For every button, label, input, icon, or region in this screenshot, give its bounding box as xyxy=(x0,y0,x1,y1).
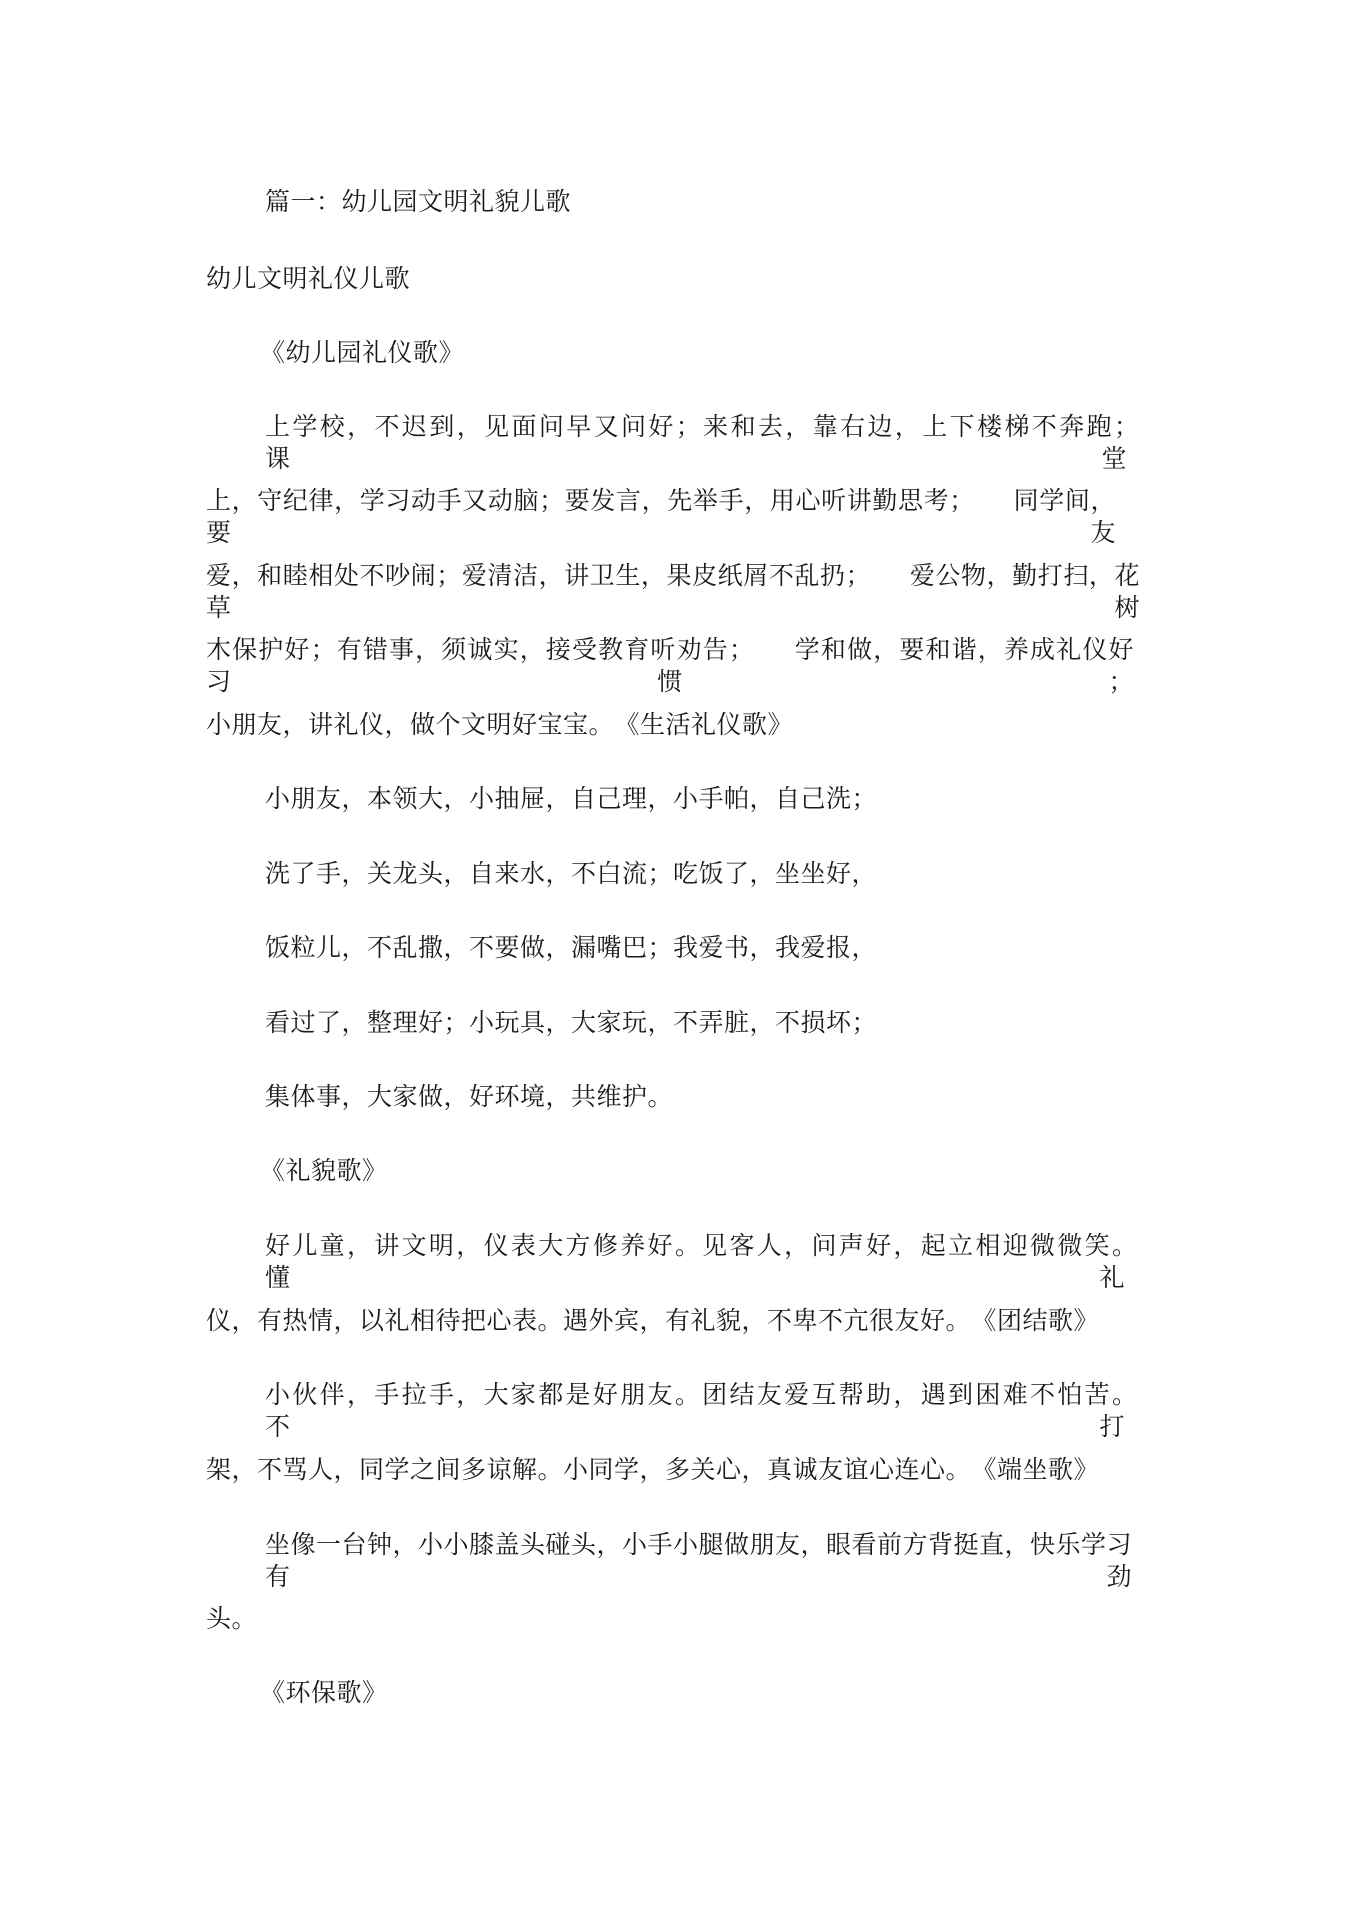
text-line: 集体事，大家做，好环境，共维护。 xyxy=(265,1082,674,1111)
text-line: 饭粒儿，不乱撒，不要做，漏嘴巴；我爱书，我爱报， xyxy=(265,933,878,962)
text-line: 小朋友，本领大，小抽屉，自己理，小手帕，自己洗； xyxy=(265,784,878,813)
text-line: 仪，有热情，以礼相待把心表。遇外宾，有礼貌，不卑不亢很友好。 《团结歌》 xyxy=(206,1306,1100,1335)
text-line: 头。 xyxy=(206,1604,258,1633)
song-title: 《环保歌》 xyxy=(260,1678,388,1707)
text-line: 小朋友，讲礼仪，做个文明好宝宝。 《生活礼仪歌》 xyxy=(206,710,794,739)
text-line: 坐像一台钟，小小膝盖头碰头，小手小腿做朋友，眼看前方背挺直，快乐学习有劲 xyxy=(265,1530,1133,1591)
text-line: 上学校，不迟到，见面问早又问好；来和去，靠右边，上下楼梯不奔跑； 课堂 xyxy=(265,412,1179,473)
song-title: 《幼儿园礼仪歌》 xyxy=(260,338,465,367)
text-line: 木保护好；有错事，须诚实，接受教育听劝告； 学和做，要和谐，养成礼仪好习惯； xyxy=(206,635,1134,696)
text-line: 爱，和睦相处不吵闹；爱清洁，讲卫生，果皮纸屑不乱扔； 爱公物，勤打扫，花草树 xyxy=(206,561,1140,622)
text-line: 洗了手，关龙头，自来水，不白流；吃饭了，坐坐好， xyxy=(265,859,878,888)
text-line: 看过了，整理好；小玩具，大家玩，不弄脏，不损坏； xyxy=(265,1008,878,1037)
document-heading: 篇一：幼儿园文明礼貌儿歌 xyxy=(265,187,572,216)
text-line: 好儿童，讲文明，仪表大方修养好。见客人，问声好，起立相迎微微笑。 懂礼 xyxy=(265,1231,1177,1292)
text-line: 小伙伴，手拉手，大家都是好朋友。团结友爱互帮助，遇到困难不怕苦。 不打 xyxy=(265,1380,1177,1441)
text-line: 上，守纪律，学习动手又动脑；要发言，先举手，用心听讲勤思考； 同学间，要友 xyxy=(206,486,1116,547)
document-subheading: 幼儿文明礼仪儿歌 xyxy=(206,264,411,293)
song-title: 《礼貌歌》 xyxy=(260,1156,388,1185)
text-line: 架，不骂人，同学之间多谅解。小同学，多关心，真诚友谊心连心。 《端坐歌》 xyxy=(206,1455,1100,1484)
